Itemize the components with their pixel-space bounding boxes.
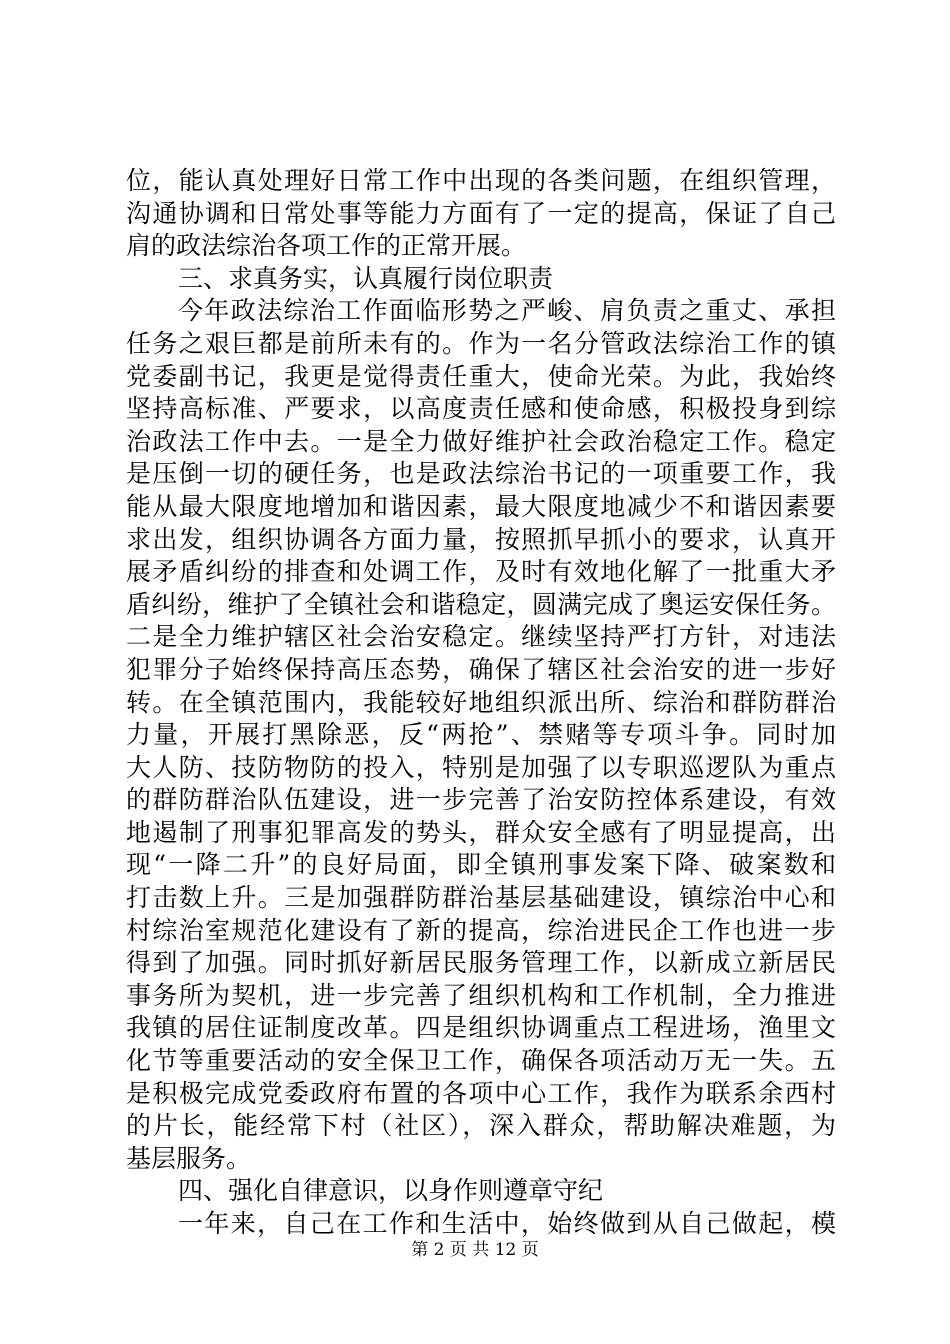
text-line: 三、求真务实，认真履行岗位职责: [178, 263, 554, 293]
text-line: 是积极完成党委政府布置的各项中心工作，我作为联系余西村: [126, 1078, 836, 1108]
text-line: 是压倒一切的硬任务，也是政法综治书记的一项重要工作，我: [126, 459, 836, 489]
text-line: 现“一降二升”的良好局面，即全镇刑事发案下降、破案数和: [126, 850, 836, 880]
text-line: 打击数上升。三是加强群防群治基层基础建设，镇综治中心和: [126, 883, 836, 913]
text-line: 四、强化自律意识，以身作则遵章守纪: [178, 1176, 604, 1206]
text-line: 犯罪分子始终保持高压态势，确保了辖区社会治安的进一步好: [126, 654, 836, 684]
text-line: 坚持高标准、严要求，以高度责任感和使命感，积极投身到综: [126, 394, 836, 424]
text-line: 村综治室规范化建设有了新的提高，综治进民企工作也进一步: [126, 915, 836, 945]
text-line: 求出发，组织协调各方面力量，按照抓早抓小的要求，认真开: [126, 524, 836, 554]
text-line: 我镇的居住证制度改革。四是组织协调重点工程进场，渔里文: [126, 1013, 836, 1043]
text-line: 盾纠纷，维护了全镇社会和谐稳定，圆满完成了奥运安保任务。: [126, 589, 836, 619]
text-line: 化节等重要活动的安全保卫工作，确保各项活动万无一失。五: [126, 1046, 836, 1076]
text-line: 任务之艰巨都是前所未有的。作为一名分管政法综治工作的镇: [126, 328, 836, 358]
text-line: 二是全力维护辖区社会治安稳定。继续坚持严打方针，对违法: [126, 622, 836, 652]
text-line: 的群防群治队伍建设，进一步完善了治安防控体系建设，有效: [126, 785, 836, 815]
text-line: 党委副书记，我更是觉得责任重大，使命光荣。为此，我始终: [126, 361, 836, 391]
text-line: 得到了加强。同时抓好新居民服务管理工作，以新成立新居民: [126, 948, 836, 978]
text-line: 大人防、技防物防的投入，特别是加强了以专职巡逻队为重点: [126, 752, 836, 782]
text-line: 展矛盾纠纷的排查和处调工作，及时有效地化解了一批重大矛: [126, 557, 836, 587]
text-line: 治政法工作中去。一是全力做好维护社会政治稳定工作。稳定: [126, 426, 836, 456]
text-line: 位，能认真处理好日常工作中出现的各类问题，在组织管理，: [126, 166, 836, 195]
text-line: 事务所为契机，进一步完善了组织机构和工作机制，全力推进: [126, 980, 836, 1010]
text-line: 转。在全镇范围内，我能较好地组织派出所、综治和群防群治: [126, 687, 836, 717]
text-line: 肩的政法综治各项工作的正常开展。: [126, 231, 527, 261]
text-line: 地遏制了刑事犯罪高发的势头，群众安全感有了明显提高，出: [126, 817, 836, 847]
text-line: 一年来，自己在工作和生活中，始终做到从自己做起，模: [178, 1209, 836, 1238]
text-line: 的片长，能经常下村（社区），深入群众，帮助解决难题，为: [126, 1111, 836, 1141]
text-line: 今年政法综治工作面临形势之严峻、肩负责之重丈、承担: [178, 296, 836, 326]
text-line: 沟通协调和日常处事等能力方面有了一定的提高，保证了自己: [126, 198, 836, 228]
text-line: 基层服务。: [126, 1143, 252, 1173]
text-line: 能从最大限度地增加和谐因素，最大限度地减少不和谐因素要: [126, 491, 836, 521]
text-line: 力量，开展打黑除恶，反“两抢”、禁赌等专项斗争。同时加: [126, 720, 836, 750]
document-body: [126, 165, 836, 1241]
page-footer: 第 2 页 共 12 页: [411, 1240, 539, 1260]
